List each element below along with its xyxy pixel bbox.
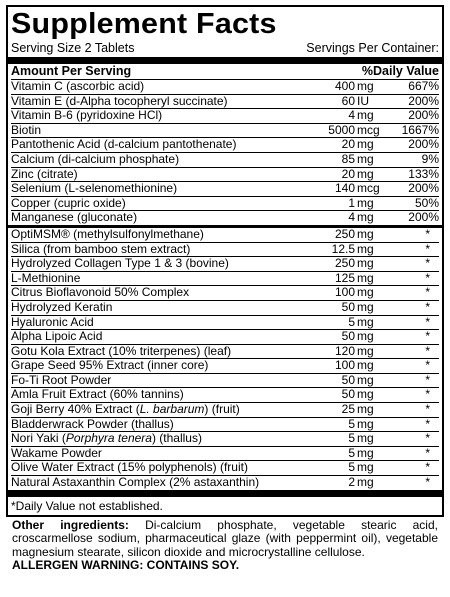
daily-value: *: [425, 343, 430, 358]
ingredient-amount: [291, 124, 385, 138]
amount-value: 5: [348, 416, 355, 431]
daily-value: 200%: [408, 181, 439, 196]
amount-unit: mg: [357, 460, 374, 475]
ingredient-amount: [291, 447, 385, 461]
daily-value: *: [425, 445, 430, 460]
ingredient-row: [11, 316, 439, 331]
ingredient-amount: [291, 80, 385, 94]
daily-value: 50%: [414, 195, 439, 210]
amount-unit: mg: [357, 299, 374, 314]
daily-value: *: [425, 226, 430, 241]
ingredient-name: Goji Berry 40% Extract (L. barbarum) (fruit): [11, 403, 240, 417]
panel-title: Supplement Facts: [11, 8, 277, 40]
ingredient-amount: [291, 388, 385, 402]
amount-unit: mg: [357, 270, 374, 285]
serving-size: Serving Size 2 Tablets: [11, 41, 135, 55]
amount-unit: mg: [357, 108, 374, 123]
ingredient-row: [11, 124, 439, 139]
daily-value: *: [425, 475, 430, 490]
ingredient-name: Fo-Ti Root Powder: [11, 373, 112, 387]
ingredient-name: Biotin: [11, 123, 42, 137]
amount-value: 20: [341, 166, 355, 181]
amount-value: 4: [348, 108, 355, 123]
ingredient-name: Hyaluronic Acid: [11, 315, 94, 329]
daily-value: 200%: [408, 108, 439, 123]
ingredient-list: [11, 228, 439, 490]
ingredient-amount: [291, 109, 385, 123]
amount-value: 50: [341, 372, 355, 387]
amount-unit: mg: [357, 358, 374, 373]
ingredient-row: [11, 476, 439, 490]
amount-unit: mg: [357, 475, 374, 490]
daily-value: *: [425, 431, 430, 446]
ingredient-name: Hydrolyzed Keratin: [11, 300, 113, 314]
daily-value: *: [425, 241, 430, 256]
amount-value: 1: [348, 195, 355, 210]
amount-value: 60: [341, 93, 355, 108]
ingredient-amount: [291, 301, 385, 315]
amount-value: 250: [334, 226, 355, 241]
ingredient-amount: [291, 95, 385, 109]
amount-value: 25: [341, 402, 355, 417]
ingredient-row: [11, 447, 439, 462]
daily-value: *: [425, 270, 430, 285]
amount-value: 5000: [328, 122, 355, 137]
ingredient-amount: [291, 168, 385, 182]
thick-divider-bottom: [8, 490, 442, 497]
amount-unit: mg: [357, 195, 374, 210]
amount-value: 4: [348, 210, 355, 225]
ingredient-name: Citrus Bioflavonoid 50% Complex: [11, 286, 190, 300]
ingredient-name: Vitamin C (ascorbic acid): [11, 80, 145, 93]
ingredient-amount: [291, 345, 385, 359]
ingredient-name: Alpha Lipoic Acid: [11, 330, 103, 344]
ingredient-name: Copper (cupric oxide): [11, 196, 126, 210]
ingredient-amount: [291, 476, 385, 490]
amount-value: 50: [341, 387, 355, 402]
amount-unit: mg: [357, 210, 374, 225]
amount-value: 12.5: [331, 241, 355, 256]
daily-value: 200%: [408, 93, 439, 108]
ingredient-amount: [291, 182, 385, 196]
amount-unit: mg: [357, 402, 374, 417]
ingredient-row: [11, 182, 439, 197]
daily-value: *: [425, 387, 430, 402]
amount-value: 100: [334, 358, 355, 373]
ingredient-row: [11, 403, 439, 418]
ingredient-name: Selenium (L-selenomethionine): [11, 182, 178, 196]
ingredient-name: OptiMSM® (methylsulfonylmethane): [11, 227, 204, 241]
ingredient-row: [11, 432, 439, 447]
ingredient-amount: [291, 243, 385, 257]
amount-unit: IU: [357, 93, 369, 108]
amount-value: 125: [334, 270, 355, 285]
ingredient-amount: [291, 211, 385, 225]
allergen-warning: ALLERGEN WARNING: CONTAINS SOY.: [12, 558, 240, 573]
daily-value-header: %Daily Value: [361, 64, 439, 78]
daily-value: *: [425, 372, 430, 387]
amount-unit: mg: [357, 372, 374, 387]
amount-unit: mg: [357, 241, 374, 256]
other-ingredients-text: Di-calcium phosphate, vegetable stearic acid, croscarmellose sodium, pharmaceutical glaze (with peppermint oil), vegetable magnesium stearate, silicon dioxide and microcrystalline cellulose.: [12, 517, 438, 559]
ingredient-name: Manganese (gluconate): [11, 211, 138, 225]
ingredient-name: Gotu Kola Extract (10% triterpenes) (leaf): [11, 344, 232, 358]
daily-value: *: [425, 256, 430, 271]
other-ingredients: [6, 517, 444, 560]
ingredient-row: [11, 330, 439, 345]
ingredient-amount: [291, 138, 385, 152]
ingredient-name: Bladderwrack Powder (thallus): [11, 417, 174, 431]
amount-value: 85: [341, 151, 355, 166]
ingredient-row: [11, 286, 439, 301]
amount-unit: mg: [357, 343, 374, 358]
ingredient-row: [11, 388, 439, 403]
ingredient-amount: [291, 286, 385, 300]
ingredient-amount: [291, 461, 385, 475]
amount-value: 20: [341, 137, 355, 152]
ingredient-name: Amla Fruit Extract (60% tannins): [11, 388, 184, 402]
daily-value: 1667%: [401, 122, 439, 137]
ingredient-amount: [291, 330, 385, 344]
ingredient-row: [11, 109, 439, 124]
footnote: *Daily Value not established.: [11, 498, 163, 513]
ingredient-name: Silica (from bamboo stem extract): [11, 242, 191, 256]
ingredient-row: [11, 211, 439, 225]
amount-value: 120: [334, 343, 355, 358]
amount-value: 50: [341, 299, 355, 314]
amount-value: 250: [334, 256, 355, 271]
column-header: [11, 64, 439, 80]
amount-unit: mg: [357, 226, 374, 241]
servings-per-container: Servings Per Container:: [306, 41, 439, 55]
daily-value: *: [425, 402, 430, 417]
amount-unit: mg: [357, 416, 374, 431]
ingredient-row: [11, 418, 439, 433]
thick-divider: [8, 57, 442, 64]
amount-value: 100: [334, 285, 355, 300]
ingredient-amount: [291, 272, 385, 286]
ingredient-row: [11, 138, 439, 153]
ingredient-amount: [291, 228, 385, 242]
ingredient-row: [11, 228, 439, 243]
ingredient-name: Vitamin E (d-Alpha tocopheryl succinate): [11, 94, 228, 108]
ingredient-name: Vitamin B-6 (pyridoxine HCl): [11, 109, 163, 123]
daily-value: 200%: [408, 210, 439, 225]
ingredient-row: [11, 345, 439, 360]
amount-unit: mg: [357, 151, 374, 166]
amount-value: 400: [334, 79, 355, 93]
ingredient-amount: [291, 418, 385, 432]
ingredient-row: [11, 374, 439, 389]
daily-value: *: [425, 314, 430, 329]
amount-unit: mcg: [357, 181, 380, 196]
daily-value: *: [425, 285, 430, 300]
ingredient-row: [11, 168, 439, 183]
amount-unit: mg: [357, 445, 374, 460]
ingredient-row: [11, 80, 439, 95]
daily-value: *: [425, 460, 430, 475]
amount-per-serving-header: Amount Per Serving: [11, 64, 132, 78]
daily-value: *: [425, 416, 430, 431]
ingredient-name: Grape Seed 95% Extract (inner core): [11, 359, 209, 373]
ingredient-amount: [291, 374, 385, 388]
amount-value: 2: [348, 475, 355, 490]
ingredient-name: Calcium (di-calcium phosphate): [11, 152, 180, 166]
amount-unit: mg: [357, 329, 374, 344]
ingredient-amount: [291, 432, 385, 446]
vitamin-list: [11, 80, 439, 225]
daily-value: 133%: [408, 166, 439, 181]
daily-value: 667%: [408, 79, 439, 93]
ingredient-row: [11, 272, 439, 287]
amount-value: 5: [348, 314, 355, 329]
daily-value: *: [425, 299, 430, 314]
amount-value: 140: [334, 181, 355, 196]
ingredient-name: Olive Water Extract (15% polyphenols) (fruit): [11, 461, 248, 475]
ingredient-row: [11, 301, 439, 316]
daily-value: 9%: [421, 151, 439, 166]
daily-value: 200%: [408, 137, 439, 152]
amount-value: 5: [348, 460, 355, 475]
amount-value: 5: [348, 445, 355, 460]
ingredient-row: [11, 461, 439, 476]
ingredient-row: [11, 257, 439, 272]
ingredient-row: [11, 153, 439, 168]
daily-value: *: [425, 329, 430, 344]
ingredient-amount: [291, 153, 385, 167]
ingredient-amount: [291, 316, 385, 330]
facts-panel: [6, 5, 444, 517]
amount-value: 5: [348, 431, 355, 446]
ingredient-row: [11, 243, 439, 258]
ingredient-name: Nori Yaki (Porphyra tenera) (thallus): [11, 432, 202, 446]
amount-value: 50: [341, 329, 355, 344]
ingredient-amount: [291, 257, 385, 271]
ingredient-row: [11, 197, 439, 212]
serving-info: [11, 41, 439, 57]
ingredient-name: Natural Astaxanthin Complex (2% astaxanthin): [11, 476, 260, 490]
amount-unit: mg: [357, 166, 374, 181]
amount-unit: mg: [357, 137, 374, 152]
ingredient-name: Hydrolyzed Collagen Type 1 & 3 (bovine): [11, 257, 229, 271]
ingredient-amount: [291, 359, 385, 373]
ingredient-name: Wakame Powder: [11, 446, 102, 460]
ingredient-name: Pantothenic Acid (d-calcium pantothenate): [11, 138, 237, 152]
amount-unit: mg: [357, 431, 374, 446]
other-ingredients-label: Other ingredients:: [12, 517, 129, 532]
ingredient-amount: [291, 403, 385, 417]
amount-unit: mg: [357, 387, 374, 402]
ingredient-row: [11, 359, 439, 374]
amount-unit: mg: [357, 285, 374, 300]
daily-value: *: [425, 358, 430, 373]
ingredient-name: Zinc (citrate): [11, 167, 78, 181]
ingredient-row: [11, 95, 439, 110]
amount-unit: mg: [357, 79, 374, 93]
amount-unit: mg: [357, 314, 374, 329]
ingredient-name: L-Methionine: [11, 271, 81, 285]
ingredient-amount: [291, 197, 385, 211]
amount-unit: mcg: [357, 122, 380, 137]
amount-unit: mg: [357, 256, 374, 271]
